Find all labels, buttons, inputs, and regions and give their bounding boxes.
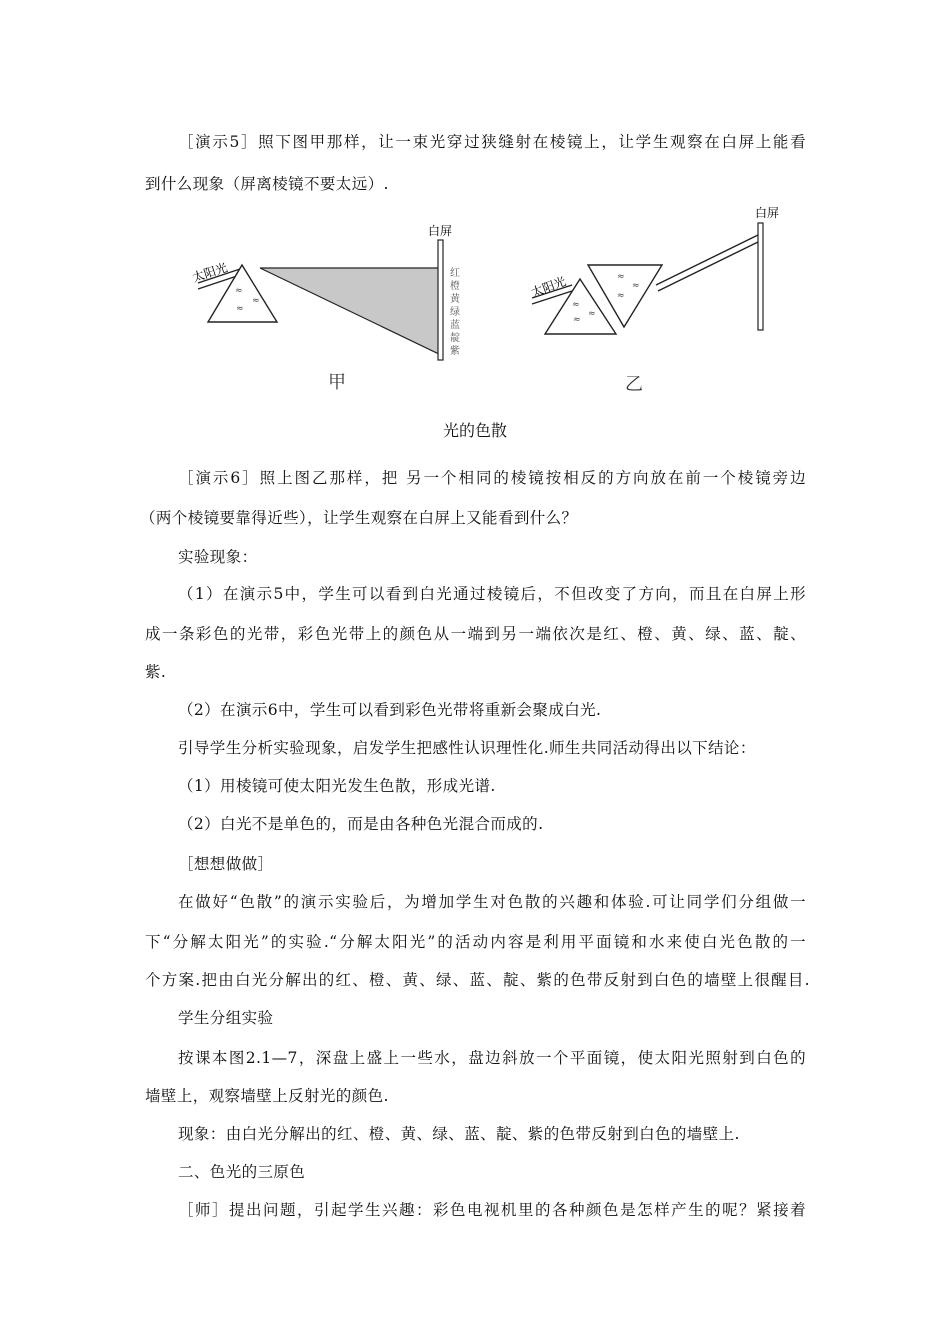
teacher-question: ［师］提出问题，引起学生兴趣：彩色电视机里的各种颜色是怎样产生的呢？紧接着 — [178, 1201, 806, 1219]
spectrum-color-orange: 橙 — [450, 281, 460, 292]
demo5-line-1: ［演示5］照下图甲那样，让一束光穿过狭缝射在棱镜上，让学生观察在白屏上能看 — [178, 133, 806, 151]
dispersion-figure — [180, 195, 820, 405]
textbook-instruction-line-1: 按课本图2.1—7，深盘上盛上一些水，盘边斜放一个平面镜，使太阳光照射到白色的 — [178, 1049, 806, 1067]
spectrum-color-yellow: 黄 — [450, 294, 460, 305]
demo5-line-2: 到什么现象（屏离棱镜不要太远）. — [145, 175, 389, 193]
guide-analysis: 引导学生分析实验现象，启发学生把感性认识理性化.师生共同活动得出以下结论： — [178, 739, 756, 757]
prism-texture-mark: ≈ — [617, 291, 625, 301]
experiment-phenomenon-heading: 实验现象： — [178, 548, 258, 566]
section-three-primary-colors: 二、色光的三原色 — [178, 1163, 306, 1181]
spectrum-color-green: 绿 — [450, 307, 460, 318]
prism-texture-mark: ≈ — [252, 296, 260, 306]
prism-texture-mark: ≈ — [632, 281, 640, 291]
prism-texture-mark: ≈ — [617, 272, 625, 282]
conclusion-2: （2）白光不是单色的，而是由各种色光混合而成的. — [178, 815, 544, 833]
prism-texture-mark: ≈ — [572, 300, 580, 310]
prism-diagram — [180, 195, 820, 405]
left-screen-label: 白屏 — [428, 224, 453, 238]
textbook-instruction-line-2: 墙壁上，观察墙壁上反射光的颜色. — [145, 1087, 389, 1105]
prism-texture-mark: ≈ — [236, 304, 244, 314]
spectrum-color-blue: 蓝 — [450, 320, 460, 331]
conclusion-1: （1）用棱镜可使太阳光发生色散，形成光谱. — [178, 777, 496, 795]
prism-texture-mark: ≈ — [235, 286, 243, 296]
think-do-line-3: 个方案.把由白光分解出的红、橙、黄、绿、蓝、靛、紫的色带反射到白色的墙壁上很醒目. — [145, 971, 810, 989]
phenomenon-1-line-2: 成一条彩色的光带，彩色光带上的颜色从一端到另一端依次是红、橙、黄、绿、蓝、靛、 — [145, 625, 806, 643]
group-phenomenon: 现象：由白光分解出的红、橙、黄、绿、蓝、靛、紫的色带反射到白色的墙壁上. — [178, 1125, 740, 1143]
right-screen-label: 白屏 — [755, 206, 780, 220]
spectrum-color-red: 红 — [450, 268, 460, 279]
phenomenon-1-line-1: （1）在演示5中，学生可以看到白光通过棱镜后，不但改变了方向，而且在白屏上形 — [178, 585, 806, 603]
prism-texture-mark: ≈ — [588, 309, 596, 319]
phenomenon-1-line-3: 紫. — [145, 663, 167, 681]
figure-title: 光的色散 — [442, 421, 507, 440]
spectrum-color-violet: 紫 — [450, 346, 460, 357]
left-sunlight-label: 太阳光 — [190, 260, 230, 285]
left-caption: 甲 — [328, 372, 346, 393]
think-do-line-2: 下“分解太阳光”的实验.“分解太阳光”的活动内容是利用平面镜和水来使白光色散的一 — [145, 933, 806, 951]
right-sunlight-label: 太阳光 — [529, 274, 568, 300]
group-experiment-heading: 学生分组实验 — [178, 1009, 274, 1027]
phenomenon-2: （2）在演示6中，学生可以看到彩色光带将重新会聚成白光. — [178, 701, 602, 719]
prism-texture-mark: ≈ — [573, 315, 581, 325]
demo6-line-2: （两个棱镜要靠得近些），让学生观察在白屏上又能看到什么？ — [140, 509, 578, 527]
demo6-line-1: ［演示6］照上图乙那样，把 另一个相同的棱镜按相反的方向放在前一个棱镜旁边 — [178, 469, 806, 487]
right-white-screen — [758, 223, 763, 330]
left-white-screen — [438, 240, 443, 360]
right-caption: 乙 — [625, 374, 643, 395]
think-and-do-heading: ［想想做做］ — [178, 855, 274, 873]
spectrum-color-indigo: 靛 — [450, 333, 460, 344]
think-do-line-1: 在做好“色散”的演示实验后，为增加学生对色散的兴趣和体验.可让同学们分组做一 — [178, 893, 806, 911]
recombined-white-beam-edge — [658, 242, 758, 291]
dispersed-spectrum-band — [260, 268, 441, 355]
recombined-white-beam — [656, 235, 758, 285]
